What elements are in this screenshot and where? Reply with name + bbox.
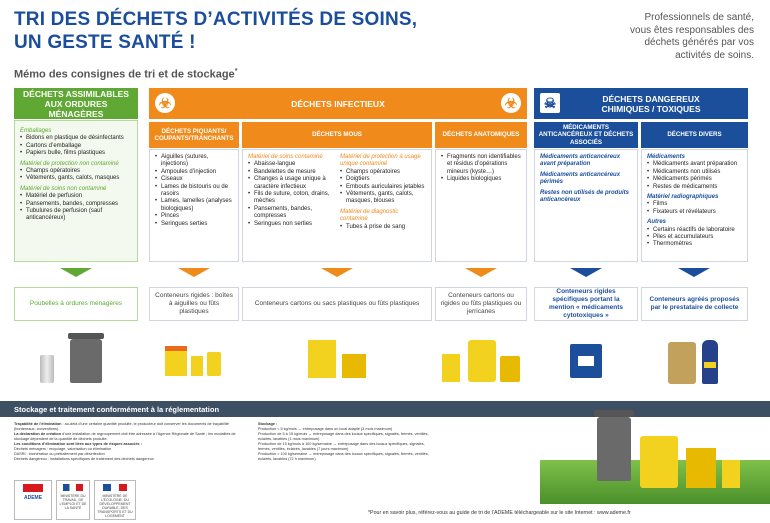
sharps-box-lid <box>165 346 187 351</box>
conditions-title: Les conditions d’élimination sont liées aux types de risques associés : <box>14 442 142 446</box>
list-heading: Emballages <box>20 128 52 134</box>
list-item: • Lames, lamelles (analyses biologiques) <box>155 198 233 213</box>
list-item: • Seringues serties <box>155 221 233 228</box>
list-item: • Doigtiers <box>340 176 426 183</box>
list-item: • Ampoules d’injection <box>155 169 233 176</box>
household-waste-list <box>14 120 138 262</box>
list-item: • Bidons en plastique de désinfectants <box>20 135 132 142</box>
container-medicines: Conteneurs rigides spécifiques portant la mention « médicaments cytotoxiques » <box>534 287 638 321</box>
jerrican-icon <box>468 340 496 382</box>
list-item: • Changes à usage unique à caractère infectieux <box>248 176 334 191</box>
ademe-mark-icon <box>23 484 43 492</box>
container-sharps: Conteneurs rigides : boîtes à aiguilles ou fûts plastiques <box>149 287 239 321</box>
list-item: Production de 5 à 15 kg/mois → entreposage dans des locaux spécifiques, signalés, fermés, ventilés, éclairés, lavables (1 mois maximum) <box>258 432 429 441</box>
list-item: • Fixateurs et révélateurs <box>647 209 742 216</box>
list-item: • Matériel de perfusion <box>20 193 132 200</box>
cardboard-containers-illustration <box>308 340 370 382</box>
list-item: • Champs opératoires <box>20 168 132 175</box>
list-item: • Certains réactifs de laboratoire <box>647 227 742 234</box>
list-heading: Matériel de protection non contaminé <box>20 160 119 167</box>
list-item: • Liquides biologiques <box>441 176 521 183</box>
subheader-medicines: MÉDICAMENTS ANTICANCÉREUX ET DÉCHETS ASSOCIÉS <box>534 122 638 148</box>
category-infectious <box>149 88 527 119</box>
carton-icon <box>442 354 460 382</box>
container-various: Conteneurs agréés proposés par le prestataire de collecte <box>641 287 748 321</box>
list-item: • Vêtements, gants, calots, masques, blouses <box>340 191 426 206</box>
wheelie-bin-icon <box>70 339 102 383</box>
ministry-ecology-logo <box>94 480 136 520</box>
list-item: • Aiguilles (sutures, injections) <box>155 154 233 169</box>
list-item: Production < 5 kg/mois → entreposage dans un local adapté (3 mois maximum) <box>258 427 393 431</box>
subheader-soft: DÉCHETS MOUS <box>242 122 432 148</box>
memo-text: Mémo des consignes de tri et de stockage <box>14 68 235 81</box>
cardboard-box-icon <box>308 340 336 378</box>
list-item: • Fils de suture, coton, drains, mèches <box>248 191 334 206</box>
list-item: • Cartons d’emballage <box>20 143 132 150</box>
list-item: • Embouts auriculaires jetables <box>340 184 426 191</box>
ademe-logo <box>14 480 52 520</box>
memo-asterisk: * <box>234 68 238 75</box>
arrow-down-icon <box>178 268 210 277</box>
intro-line-4: activités de soins. <box>675 49 754 61</box>
memo-heading <box>14 68 237 81</box>
sharps-box-icon <box>165 350 187 376</box>
approved-containers-illustration <box>668 336 728 386</box>
declaration-text: d’une installation de regroupement doit être adressée à l’Agence Régionale de Santé ; les modalités de stockage dépendent de la quantité de déchets produite. <box>14 432 236 441</box>
arrow-down-icon <box>60 268 92 277</box>
household-bins-illustration <box>40 333 120 385</box>
subheader-sharps: DÉCHETS PIQUANTS/ COUPANTS/TRANCHANTS <box>149 122 239 148</box>
traceability-text: : au-delà d’une certaine quantité produite, le producteur doit conserver les documents de traçabilité (bordereaux, conventions). <box>14 422 229 431</box>
ministry-ecology-text: MINISTÈRE DE L’ÉCOLOGIE, DU DÉVELOPPEMENT DURABLE, DES TRANSPORTS ET DU LOGEMENT <box>97 494 133 518</box>
list-item: • Médicaments non utilisés <box>647 169 742 176</box>
storage-title: Stockage : <box>258 422 278 426</box>
soft-waste-list <box>242 149 432 262</box>
list-item: • Piles et accumulateurs <box>647 234 742 241</box>
list-heading: Matériel de protection à usage unique contaminé <box>340 154 421 168</box>
anatomical-containers-illustration <box>442 336 522 386</box>
list-item: • Champs opératoires <box>340 169 426 176</box>
sharps-box-small-icon <box>191 356 203 376</box>
list-heading: Matériel radiographiques <box>647 194 719 201</box>
sharps-list <box>149 149 239 262</box>
list-item: Déchets dangereux : installations spécifiques de traitement des déchets dangereux <box>14 457 154 461</box>
arrow-down-icon <box>465 268 497 277</box>
intro-line-3: déchets générés par vos <box>644 37 754 48</box>
biohazard-icon-right: ☣ <box>501 93 521 113</box>
bin-lid <box>594 410 634 417</box>
cytotoxic-container-illustration <box>570 344 602 380</box>
sharps-tube-icon <box>207 352 221 376</box>
list-item: • Tubes à prise de sang <box>340 224 426 231</box>
list-item: • Ciseaux <box>155 176 233 183</box>
category-dangerous-label-2: CHIMIQUES / TOXIQUES <box>601 103 701 114</box>
anatomical-list <box>435 149 527 262</box>
list-heading: Autres <box>647 219 667 226</box>
container-anatomical: Conteneurs cartons ou rigides ou fûts plastiques ou jerricanes <box>435 287 527 321</box>
list-item: • Médicaments avant préparation <box>647 161 742 168</box>
category-household <box>14 88 138 119</box>
fibre-drum-icon <box>668 342 696 384</box>
yellow-box-icon <box>686 448 716 488</box>
list-item: • Tubulures de perfusion (sauf anticancéreux) <box>20 208 132 223</box>
list-item: Production > 100 kg/semaine → entreposage dans des locaux spécifiques, signalés, fermés, ventilés, éclairés, lavables (72 h maximum) <box>258 452 429 461</box>
ademe-logo-text: ADEME <box>23 495 43 501</box>
list-heading: Médicaments anticancéreux périmés <box>540 171 621 186</box>
biohazard-icon: ☣ <box>155 93 175 113</box>
ministry-health-text: MINISTÈRE DU TRAVAIL, DE L’EMPLOI ET DE LA SANTÉ <box>59 494 87 510</box>
list-item: Déchets ménagers : recyclage, valorisation ou élimination <box>14 447 112 451</box>
list-item: • Médicaments périmés <box>647 176 742 183</box>
subheader-various: DÉCHETS DIVERS <box>641 122 748 148</box>
traceability-title: Traçabilité de l’élimination <box>14 422 62 426</box>
category-household-label: DÉCHETS ASSIMILABLES AUX ORDURES MÉNAGÈRES <box>23 88 129 119</box>
sharps-boxes-illustration <box>165 342 225 384</box>
storage-rules-text <box>258 422 438 462</box>
category-dangerous <box>534 88 748 119</box>
various-list <box>641 149 748 262</box>
medicines-list <box>534 149 638 262</box>
list-heading: Médicaments <box>647 154 686 160</box>
list-item: • Bandelettes de mesure <box>248 169 334 176</box>
subheader-anatomical: DÉCHETS ANATOMIQUES <box>435 122 527 148</box>
list-item: • Papiers bulle, films plastiques <box>20 150 132 157</box>
title-line-1: TRI DES DÉCHETS D’ACTIVITÉS DE SOINS, <box>14 9 418 30</box>
category-infectious-label: DÉCHETS INFECTIEUX <box>291 98 385 109</box>
small-yellow-box-icon <box>722 460 740 488</box>
list-item: • Thermomètres <box>647 241 742 248</box>
wheelie-bin-icon <box>597 417 631 481</box>
arrow-down-icon <box>321 268 353 277</box>
list-heading: Matériel de soins contaminé <box>248 154 323 160</box>
intro-text <box>574 12 754 62</box>
list-item: Production de 15 kg/mois à 100 kg/semaine → entreposage dans des locaux spécifiques, signalés, fermés, ventilés, éclairés, lavables (7 jours maximum) <box>258 442 425 451</box>
list-item: • Restes de médicaments <box>647 184 742 191</box>
title-line-2: UN GESTE SANTÉ ! <box>14 32 196 53</box>
intro-line-2: vous êtes responsables des <box>630 24 754 36</box>
list-heading: Médicaments anticancéreux avant préparation <box>540 154 621 168</box>
list-item: • Fragments non identifiables et résidus d’opérations mineurs (kyste…) <box>441 154 521 176</box>
list-item: • Vêtements, gants, calots, masques <box>20 175 132 182</box>
drum-icon <box>500 356 520 382</box>
plastic-drum-icon <box>342 354 366 378</box>
pedal-bin-icon <box>40 355 54 383</box>
list-item: • Pansements, bandes, compresses <box>20 201 132 208</box>
list-item: • Pansements, bandes, compresses <box>248 206 334 221</box>
list-item: • Abaisse-langue <box>248 161 334 168</box>
declaration-title: La déclaration de création <box>14 432 62 436</box>
list-item: • Pinces <box>155 213 233 220</box>
list-item: DASRI : incinération ou prétraitement par désinfection <box>14 452 105 456</box>
list-item: • Lames de bistouris ou de rasoirs <box>155 184 233 199</box>
republic-flag-icon <box>103 484 127 491</box>
containers-photo-illustration <box>594 408 754 500</box>
cytotoxic-label-icon <box>578 356 594 366</box>
yellow-container-icon <box>640 436 678 488</box>
collector-stripe <box>704 362 716 368</box>
category-dangerous-label-1: DÉCHETS DANGEREUX <box>602 93 700 104</box>
intro-line-1: Professionnels de santé, <box>644 12 754 23</box>
regulation-left-text <box>14 422 249 462</box>
list-heading: Restes non utilisés de produits anticancéreux <box>540 189 630 204</box>
arrow-down-icon <box>678 268 710 277</box>
list-heading: Matériel de diagnostic contaminé <box>340 208 399 223</box>
ministry-health-logo <box>56 480 90 520</box>
regulation-band: Stockage et traitement conformément à la réglementation <box>0 401 770 417</box>
list-item: • Films <box>647 201 742 208</box>
list-item: • Seringues non serties <box>248 221 334 228</box>
toxic-hazard-icon: ☠ <box>540 93 560 113</box>
republic-flag-icon <box>63 484 83 491</box>
page-title <box>14 8 514 54</box>
arrow-down-icon <box>570 268 602 277</box>
footnote: *Pour en savoir plus, référez-vous au guide de tri de l’ADEME téléchargeable sur le site Internet : www.ademe.fr <box>368 510 631 516</box>
container-household: Poubelles à ordures ménagères <box>14 287 138 321</box>
container-soft: Conteneurs cartons ou sacs plastiques ou fûts plastiques <box>242 287 432 321</box>
list-heading: Matériel de soins non contaminé <box>20 185 107 192</box>
